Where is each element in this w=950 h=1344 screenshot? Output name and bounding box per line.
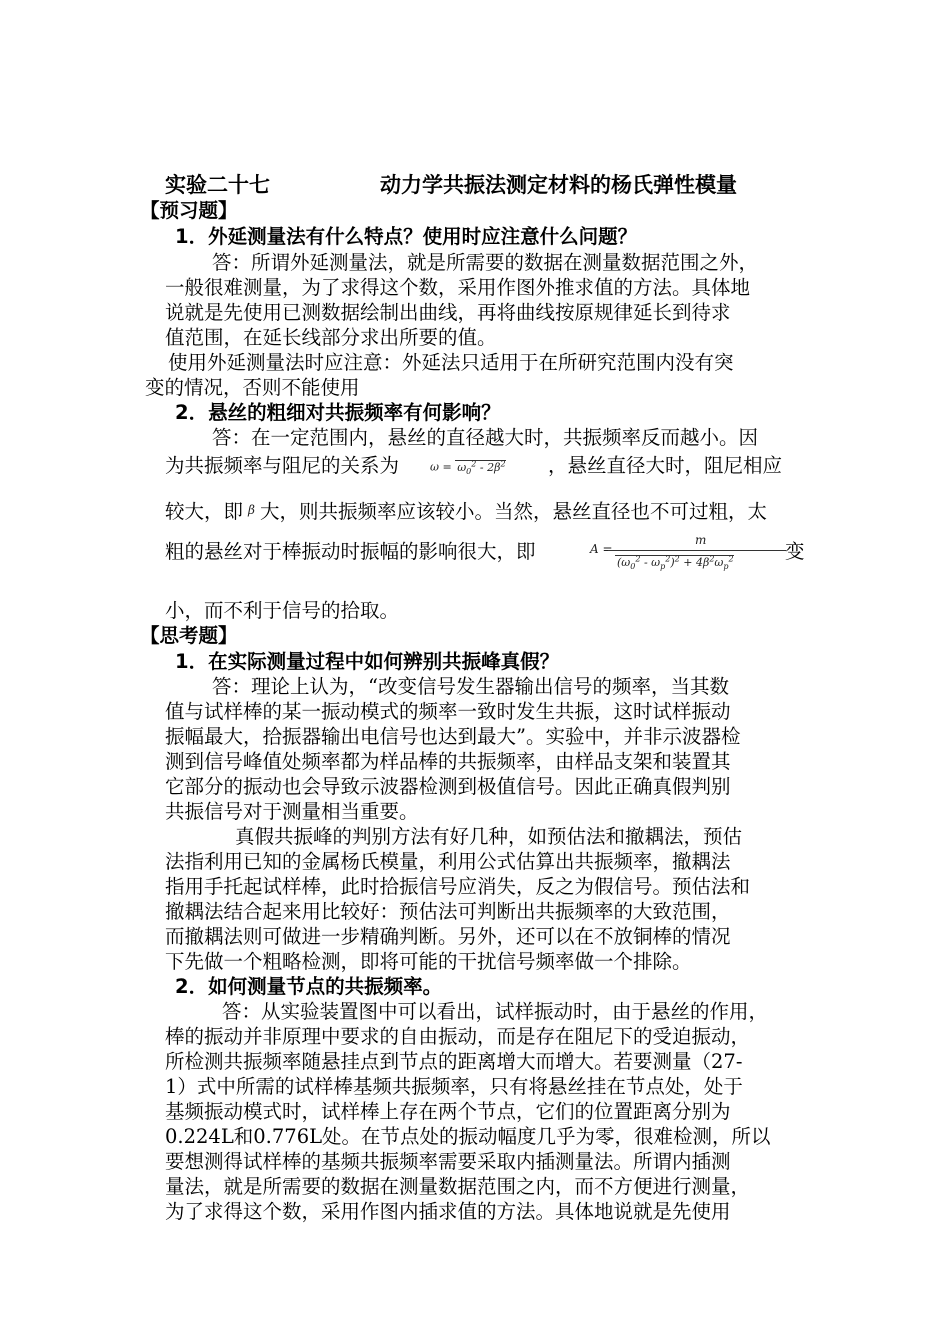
paragraph-line: 答：理论上认为，“改变信号发生器输出信号的频率，当其数 [212,675,729,698]
paragraph-line: 答：在一定范围内，悬丝的直径越大时，共振频率反而越小。因 [212,426,759,449]
paragraph-line: 说就是先使用已测数据绘制出曲线，再将曲线按原规律延长到待求 [165,301,731,324]
paragraph-line: ，悬丝直径大时，阻尼相应 [548,454,783,477]
paragraph-line: 量法，就是所需要的数据在测量数据范围之内，而不方便进行测量， [165,1175,751,1198]
paragraph-line: 为了求得这个数，采用作图内插求值的方法。具体地说就是先使用 [165,1200,731,1223]
section-heading-think: 【思考题】 [140,624,238,647]
paragraph-line: 撤耦法结合起来用比较好：预估法可判断出共振频率的大致范围， [165,900,731,923]
paragraph-line: 它部分的振动也会导致示波器检测到极值信号。因此正确真假判别 [165,775,731,798]
paragraph-line: 指用手托起试样棒，此时拾振信号应消失，反之为假信号。预估法和 [165,875,751,898]
paragraph-line: 使用外延测量法时应注意：外延法只适用于在所研究范围内没有突 [168,351,734,374]
paragraph-line: 所检测共振频率随悬挂点到节点的距离增大而增大。若要测量（27- [165,1050,743,1073]
paragraph-line: 振幅最大，拾振器输出电信号也达到最大”。实验中，并非示波器检 [165,725,741,748]
paragraph-line: 答：从实验装置图中可以看出，试样振动时，由于悬丝的作用， [222,1000,769,1023]
paragraph-line: 测到信号峰值处频率都为样品棒的共振频率，由样品支架和装置其 [165,750,731,773]
section-heading-preview: 【预习题】 [140,199,238,222]
paragraph-line: 大，则共振频率应该较小。当然，悬丝直径也不可过粗，太 [260,500,768,523]
title-number: 实验二十七 [165,173,270,197]
question-heading: 2．悬丝的粗细对共振频率有何影响？ [175,401,501,424]
paragraph-line: 较大，即 [165,500,244,523]
paragraph-line: 棒的振动并非原理中要求的自由振动，而是存在阻尼下的受迫振动， [165,1025,751,1048]
paragraph-line: 值范围，在延长线部分求出所要的值。 [165,326,497,349]
paragraph-line: 小，而不利于信号的拾取。 [165,599,400,622]
question-heading: 1．外延测量法有什么特点？使用时应注意什么问题？ [175,225,638,248]
paragraph-line: 值与试样棒的某一振动模式的频率一致时发生共振，这时试样振动 [165,700,731,723]
paragraph-line: 答：所谓外延测量法，就是所需要的数据在测量数据范围之外， [212,251,759,274]
omega-formula: $\omega = \omega_0^2 - 2\beta^2$ [430,459,506,476]
beta-symbol: β [248,503,255,517]
paragraph-line: 基频振动模式时，试样棒上存在两个节点，它们的位置距离分别为 [165,1100,731,1123]
paragraph-line: 变 [785,540,805,563]
paragraph-line: 真假共振峰的判别方法有好几种，如预估法和撤耦法，预估 [235,825,743,848]
paragraph-line: 粗的悬丝对于棒振动时振幅的影响很大，即 [165,540,536,563]
paragraph-line: 要想测得试样棒的基频共振频率需要采取内插测量法。所谓内插测 [165,1150,731,1173]
paragraph-line: 而撤耦法则可做进一步精确判断。另外，还可以在不放铜棒的情况 [165,925,731,948]
question-heading: 1．在实际测量过程中如何辨别共振峰真假？ [175,650,560,673]
paragraph-line: 法指利用已知的金属杨氏模量，利用公式估算出共振频率，撤耦法 [165,850,731,873]
question-heading: 2．如何测量节点的共振频率。 [175,975,443,998]
paragraph-line: 一般很难测量，为了求得这个数，采用作图外推求值的方法。具体地 [165,276,751,299]
paragraph-line: 共振信号对于测量相当重要。 [165,800,419,823]
paragraph-line: 下先做一个粗略检测，即将可能的干扰信号频率做一个排除。 [165,950,692,973]
paragraph-line: 0.224L和0.776L处。在节点处的振动幅度几乎为零，很难检测，所以 [165,1125,771,1148]
amplitude-formula: A = m $(\omega_0^2 - \omega_p^2)^2 + 4\beta^2\omega_p^2$ [590,533,790,583]
page-title: 动力学共振法测定材料的杨氏弹性模量 [380,173,737,197]
paragraph-line: 为共振频率与阻尼的关系为 [165,454,400,477]
paragraph-line: 1）式中所需的试样棒基频共振频率，只有将悬丝挂在节点处，处于 [165,1075,743,1098]
paragraph-line: 变的情况，否则不能使用 [145,376,360,399]
